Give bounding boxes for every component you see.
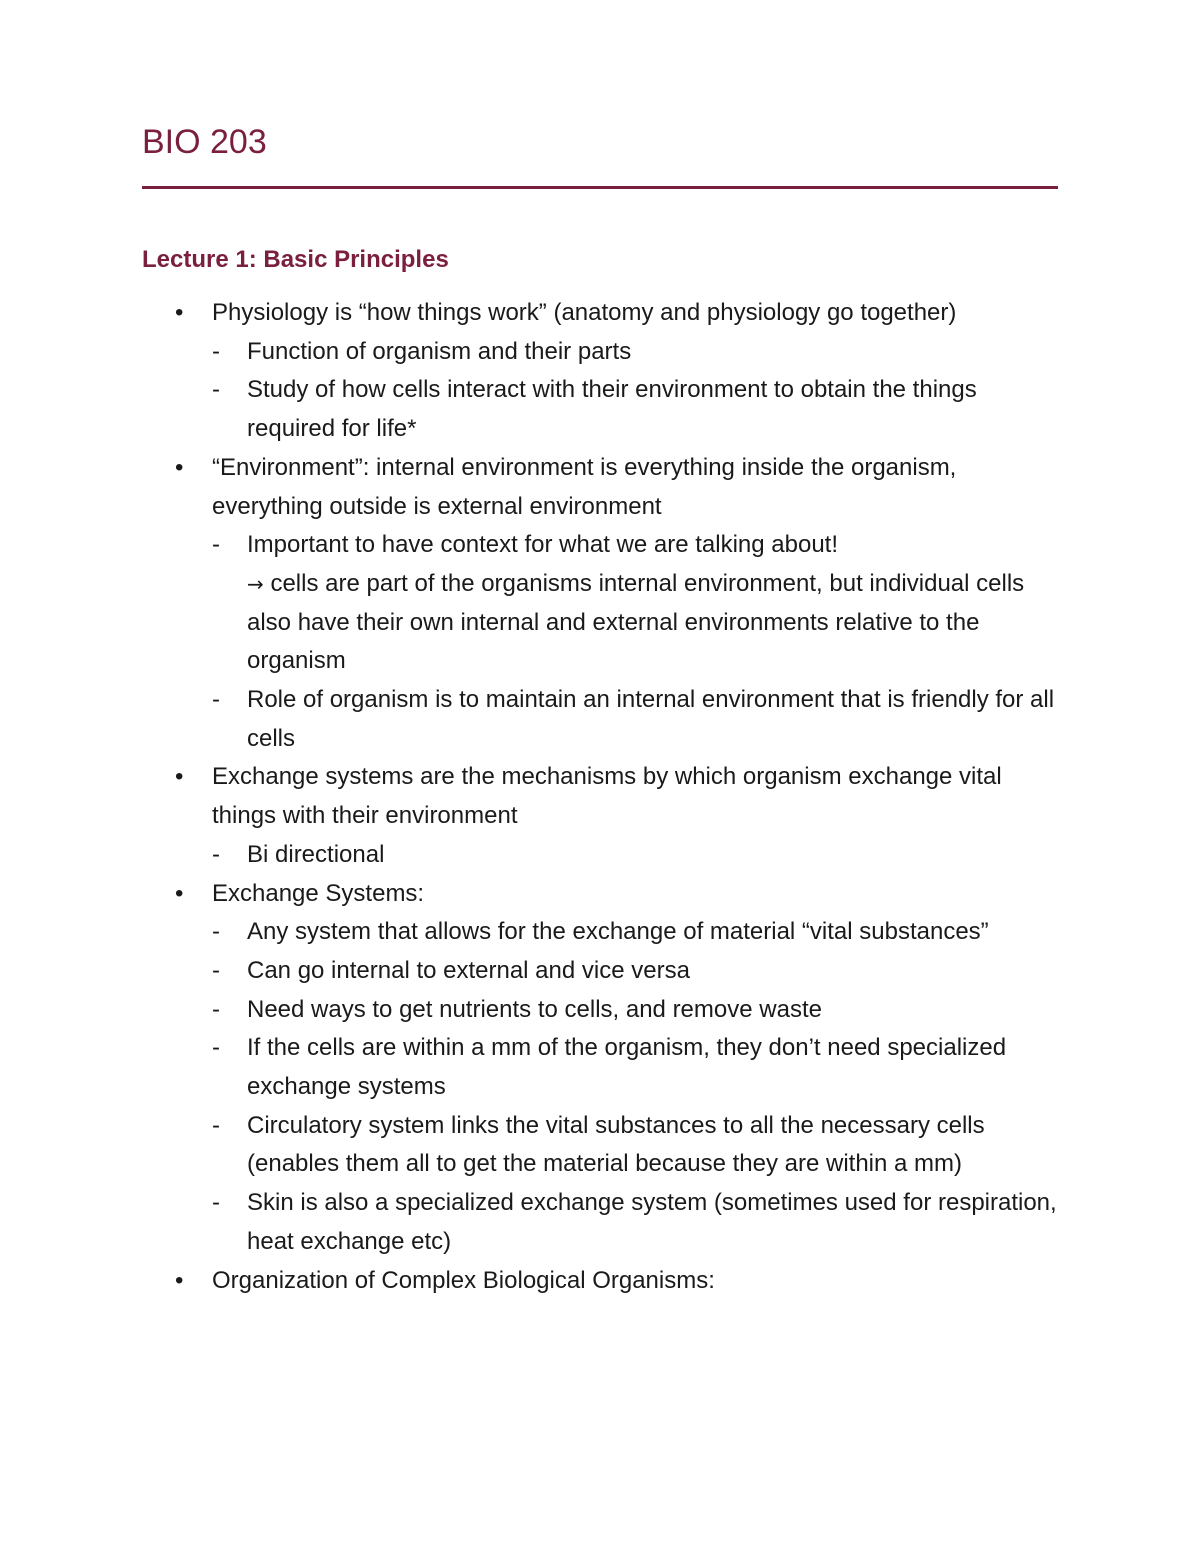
bullet-text: Exchange Systems: bbox=[212, 879, 425, 907]
dash-icon: - bbox=[212, 1111, 220, 1139]
sub-item-text: Study of how cells interact with their environment to obtain the things required for life* bbox=[247, 376, 977, 443]
sub-list bbox=[212, 836, 1060, 875]
dash-icon: - bbox=[212, 1034, 220, 1062]
sub-list bbox=[212, 333, 1060, 449]
sub-item bbox=[212, 1184, 1060, 1261]
sub-item-text: Circulatory system links the vital substances to all the necessary cells (enables them all to get the material because they are within a mm) bbox=[247, 1111, 985, 1178]
section-heading: Lecture 1: Basic Principles bbox=[142, 246, 449, 273]
bullet-item bbox=[142, 875, 1060, 1262]
sub-item-text: Important to have context for what we are talking about! bbox=[247, 531, 838, 559]
bullet-icon: • bbox=[175, 453, 184, 481]
sub-item bbox=[212, 526, 1060, 681]
bullet-item bbox=[142, 294, 1060, 449]
sub-item bbox=[212, 836, 1060, 875]
sub-item bbox=[212, 333, 1060, 372]
dash-icon: - bbox=[212, 337, 220, 365]
dash-icon: - bbox=[212, 531, 220, 559]
bullet-icon: • bbox=[175, 1266, 184, 1294]
sub-item bbox=[212, 1107, 1060, 1184]
notes-outline bbox=[142, 294, 1060, 1300]
dash-icon: - bbox=[212, 995, 220, 1023]
bullet-text: “Environment”: internal environment is everything inside the organism, everything outside is external environment bbox=[212, 453, 957, 520]
dash-icon: - bbox=[212, 840, 220, 868]
sub-item-text: Role of organism is to maintain an internal environment that is friendly for all cells bbox=[247, 686, 1055, 752]
sub-item-text: If the cells are within a mm of the organism, they don’t need specialized exchange systems bbox=[247, 1034, 1007, 1101]
dash-icon: - bbox=[212, 1189, 220, 1217]
sub-item bbox=[212, 681, 1060, 758]
bullet-icon: • bbox=[175, 763, 184, 791]
sub-item bbox=[212, 991, 1060, 1030]
sub-list bbox=[212, 913, 1060, 1261]
sub-item-text: Function of organism and their parts bbox=[247, 337, 632, 365]
bullet-item bbox=[142, 1262, 1060, 1301]
sub-item-text: Bi directional bbox=[247, 840, 385, 868]
sub-item bbox=[212, 952, 1060, 991]
bullet-text: Physiology is “how things work” (anatomy and physiology go together) bbox=[212, 299, 957, 326]
sub-item bbox=[212, 1029, 1060, 1106]
bullet-item bbox=[142, 758, 1060, 874]
title-divider bbox=[142, 186, 1058, 189]
sub-item-text: Can go internal to external and vice versa bbox=[247, 956, 690, 984]
bullet-icon: • bbox=[175, 299, 184, 326]
dash-icon: - bbox=[212, 918, 220, 946]
sub-item-text: Need ways to get nutrients to cells, and remove waste bbox=[247, 995, 822, 1023]
sub-item bbox=[212, 913, 1060, 952]
sub-list bbox=[212, 526, 1060, 758]
sub-item bbox=[212, 371, 1060, 448]
dash-icon: - bbox=[212, 956, 220, 984]
bullet-item bbox=[142, 449, 1060, 759]
right-arrow-icon: → bbox=[247, 571, 264, 596]
document-title: BIO 203 bbox=[142, 123, 267, 161]
document-page bbox=[142, 118, 1060, 1294]
bullet-text: Exchange systems are the mechanisms by which organism exchange vital things with their environment bbox=[212, 763, 1002, 830]
bullet-text: Organization of Complex Biological Organisms: bbox=[212, 1266, 715, 1294]
bullet-icon: • bbox=[175, 879, 184, 907]
sub-item-text: Any system that allows for the exchange of material “vital substances” bbox=[247, 918, 989, 946]
dash-icon: - bbox=[212, 686, 220, 714]
sub-item-text: Skin is also a specialized exchange system (sometimes used for respiration, heat exchange etc) bbox=[247, 1189, 1057, 1255]
dash-icon: - bbox=[212, 376, 220, 404]
arrow-note-text: cells are part of the organisms internal environment, but individual cells also have their own internal and external environments relative to the organism bbox=[247, 569, 1025, 675]
